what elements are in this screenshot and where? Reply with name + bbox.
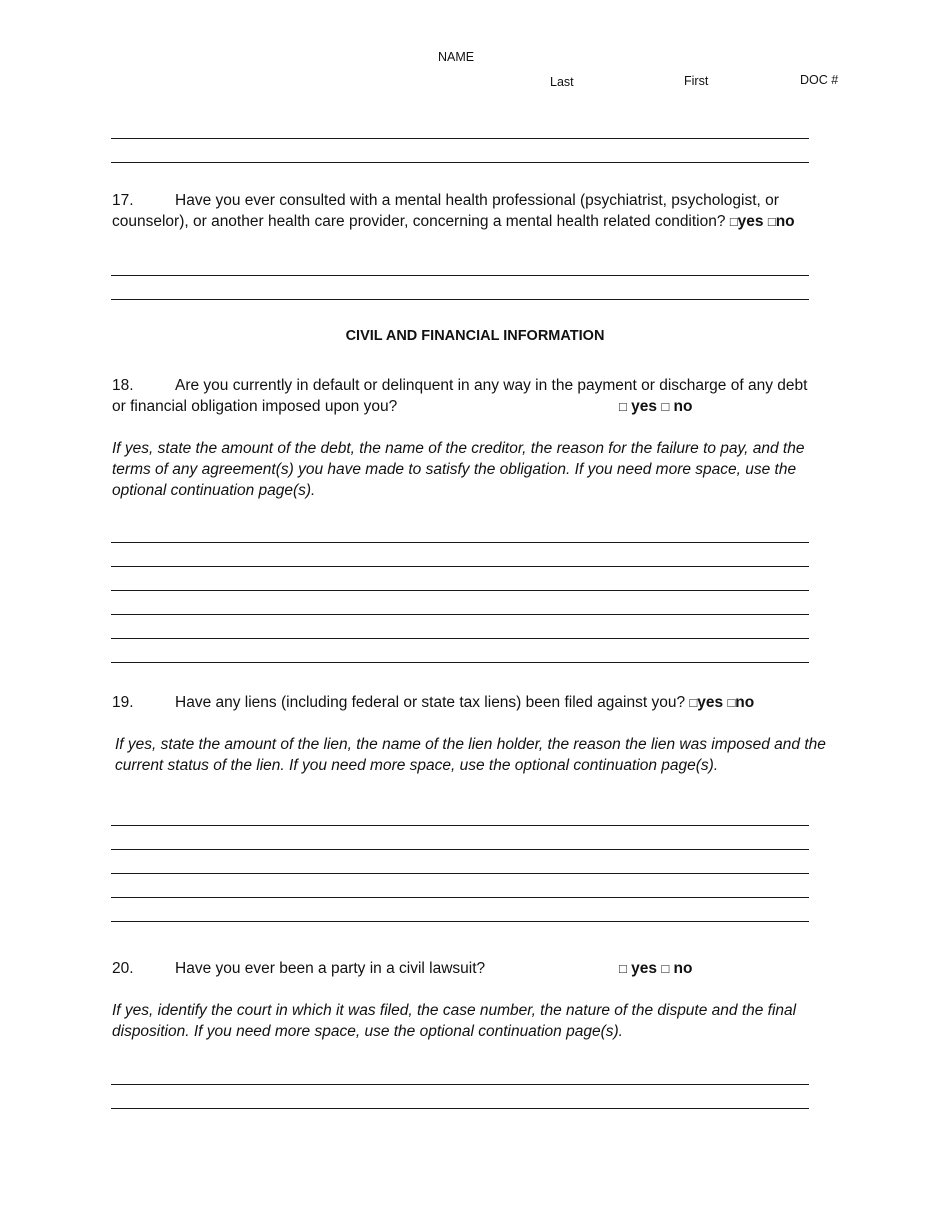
no-label: no xyxy=(775,213,795,230)
question-20-instructions: If yes, identify the court in which it was filed, the case number, the nature of the dispute and the final disposition. If you need more space, use the optional continuation page(s). xyxy=(112,1002,797,1040)
answer-line[interactable] xyxy=(111,873,809,874)
answer-line[interactable] xyxy=(111,162,809,163)
answer-line[interactable] xyxy=(111,299,809,300)
question-18-answer xyxy=(619,396,692,417)
question-18-line2: or financial obligation imposed upon you? xyxy=(112,398,398,415)
yes-label: yes xyxy=(631,398,658,415)
no-label: no xyxy=(673,398,693,415)
name-label: NAME xyxy=(438,50,475,64)
answer-line[interactable] xyxy=(111,138,809,139)
answer-line[interactable] xyxy=(111,638,809,639)
question-number: 18. xyxy=(112,377,134,394)
yes-label: yes xyxy=(631,960,658,977)
answer-line[interactable] xyxy=(111,275,809,276)
yes-checkbox[interactable]: □ xyxy=(689,695,698,710)
question-19-instructions: If yes, state the amount of the lien, the name of the lien holder, the reason the lien was imposed and the current status of the lien. If you need more space, use the optional continuation page(s). xyxy=(115,736,826,774)
first-name-label: First xyxy=(684,74,709,88)
question-text: Have you ever consulted with a mental health professional (psychiatrist, psychologist, or xyxy=(175,192,779,209)
question-text: Are you currently in default or delinquent in any way in the payment or discharge of any debt xyxy=(175,377,808,394)
question-18 xyxy=(112,375,807,396)
no-checkbox[interactable]: □ xyxy=(727,695,736,710)
question-18-instructions: If yes, state the amount of the debt, the name of the creditor, the reason for the failure to pay, and the terms of any agreement(s) you have made to satisfy the obligation. If you need more space, use the optional continuation page(s). xyxy=(112,440,805,499)
answer-line[interactable] xyxy=(111,825,809,826)
answer-line[interactable] xyxy=(111,566,809,567)
no-checkbox[interactable]: □ xyxy=(767,214,776,229)
question-19 xyxy=(112,692,754,713)
answer-line[interactable] xyxy=(111,897,809,898)
yes-checkbox[interactable]: □ xyxy=(619,399,627,414)
question-17 xyxy=(112,190,779,211)
answer-line[interactable] xyxy=(111,921,809,922)
yes-label: yes xyxy=(737,213,764,230)
question-text: Have any liens (including federal or state tax liens) been filed against you? xyxy=(175,694,686,711)
answer-line[interactable] xyxy=(111,590,809,591)
question-number: 20. xyxy=(112,960,134,977)
question-text: counselor), or another health care provider, concerning a mental health related condition? xyxy=(112,213,726,230)
question-text: Have you ever been a party in a civil lawsuit? xyxy=(175,960,486,977)
no-label: no xyxy=(735,694,755,711)
answer-line[interactable] xyxy=(111,542,809,543)
answer-line[interactable] xyxy=(111,849,809,850)
question-number: 19. xyxy=(112,694,134,711)
last-name-label: Last xyxy=(550,75,574,89)
question-17-line2 xyxy=(112,211,795,232)
doc-number-label: DOC # xyxy=(800,73,839,87)
no-checkbox[interactable]: □ xyxy=(661,961,670,976)
answer-line[interactable] xyxy=(111,662,809,663)
yes-checkbox[interactable]: □ xyxy=(729,214,738,229)
answer-line[interactable] xyxy=(111,1084,809,1085)
question-20-answer xyxy=(619,958,692,979)
question-20 xyxy=(112,958,485,979)
question-number: 17. xyxy=(112,192,134,209)
section-title: CIVIL AND FINANCIAL INFORMATION xyxy=(345,328,605,344)
answer-line[interactable] xyxy=(111,614,809,615)
no-label: no xyxy=(673,960,693,977)
yes-label: yes xyxy=(697,694,724,711)
answer-line[interactable] xyxy=(111,1108,809,1109)
yes-checkbox[interactable]: □ xyxy=(619,961,627,976)
no-checkbox[interactable]: □ xyxy=(661,399,670,414)
